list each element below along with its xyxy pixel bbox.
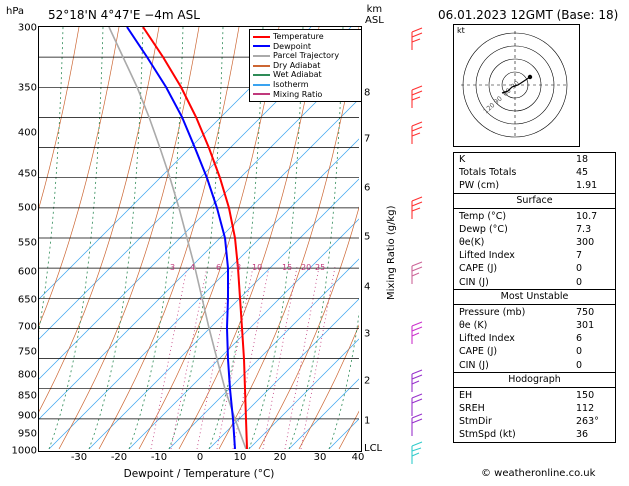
hodograph-endpoint — [528, 75, 532, 79]
row-label: SREH — [459, 403, 485, 415]
table-row — [454, 345, 615, 358]
pressure-tick: 450 — [17, 168, 37, 180]
wind-barb — [412, 414, 422, 436]
temperature-tick: 40 — [351, 452, 365, 463]
pressure-tick: 400 — [17, 127, 37, 139]
legend-item-temperature — [253, 32, 360, 42]
legend-swatch — [253, 55, 270, 57]
legend-label: Isotherm — [273, 79, 309, 89]
row-label: CIN (J) — [459, 276, 489, 288]
legend — [249, 29, 362, 102]
hodograph-ring-label: 60 — [501, 86, 513, 99]
legend-item-dry-adiabat — [253, 61, 360, 71]
legend-label: Temperature — [273, 32, 324, 41]
pressure-tick: 1000 — [11, 445, 37, 457]
height-tick: 5 — [364, 231, 371, 243]
isobar-lines — [39, 57, 359, 419]
surface-table — [453, 193, 616, 289]
x-axis-title: Dewpoint / Temperature (°C) — [123, 468, 275, 480]
row-label: PW (cm) — [459, 180, 500, 192]
pressure-tick: 500 — [17, 202, 37, 214]
mixing-ratio-value: 10 — [252, 263, 263, 272]
wind-barb — [412, 197, 422, 219]
table-row — [454, 319, 615, 332]
temperature-tick: 20 — [273, 452, 287, 463]
wind-barbs-svg — [398, 26, 432, 466]
height-tick: 8 — [364, 87, 371, 99]
mixing-ratio-axis-label: Mixing Ratio (g/kg) — [386, 205, 397, 300]
mixing-ratio-value: 4 — [190, 263, 196, 272]
legend-item-parcel-trajectory — [253, 51, 360, 61]
temperature-tick: 0 — [196, 452, 204, 463]
mixing-ratio-value: 6 — [216, 263, 222, 272]
legend-label: Mixing Ratio — [273, 89, 323, 99]
table-row — [454, 223, 615, 236]
pressure-tick: 900 — [17, 410, 37, 422]
hodograph-unit-label: kt — [457, 26, 465, 35]
row-label: Pressure (mb) — [459, 306, 526, 318]
row-value: 263° — [576, 416, 599, 428]
table-row — [454, 428, 615, 441]
pressure-tick: 700 — [17, 321, 37, 333]
row-value: 1.91 — [576, 180, 598, 192]
wind-barb — [412, 322, 422, 344]
hodograph-stats-table — [453, 372, 616, 443]
table-row — [454, 402, 615, 415]
pressure-tick: 300 — [17, 22, 37, 34]
temperature-tick: -20 — [110, 452, 128, 463]
height-tick: 3 — [364, 328, 371, 340]
copyright-notice: © weatheronline.co.uk — [481, 468, 596, 479]
wind-barb — [412, 28, 422, 50]
legend-label: Dewpoint — [273, 41, 312, 51]
legend-swatch — [253, 36, 270, 38]
skewt-plot — [38, 26, 362, 452]
row-value: 0 — [576, 276, 583, 288]
divider — [454, 304, 615, 305]
mixing-ratio-value: 3 — [170, 263, 176, 272]
row-value: 301 — [576, 320, 595, 332]
most-unstable-table-header: Most Unstable — [500, 290, 569, 302]
hodograph-ring-label: 120 — [481, 101, 497, 116]
hodograph-svg — [454, 25, 577, 144]
hodograph-ring-label: 30 — [509, 79, 521, 91]
table-row — [454, 415, 615, 428]
row-value: 0 — [576, 263, 583, 275]
wind-barb — [412, 122, 422, 144]
diagnostics-tables — [453, 152, 616, 443]
table-row — [454, 166, 615, 179]
hodograph — [453, 24, 580, 147]
pressure-tick: 350 — [17, 82, 37, 94]
legend-item-isotherm — [253, 80, 360, 90]
row-label: Lifted Index — [459, 333, 515, 345]
pressure-tick: 950 — [17, 428, 37, 440]
table-row — [454, 276, 615, 289]
row-value: 7.3 — [576, 223, 592, 235]
station-title: 52°18'N 4°47'E −4m ASL — [48, 8, 200, 22]
temperature-tick: 10 — [233, 452, 247, 463]
table-row — [454, 249, 615, 262]
wind-barb — [412, 442, 422, 464]
row-label: EH — [459, 389, 473, 401]
row-value: 45 — [576, 167, 589, 179]
table-row — [454, 359, 615, 372]
row-value: 750 — [576, 306, 595, 318]
lcl-label: LCL — [364, 443, 383, 454]
legend-label: Wet Adiabat — [273, 70, 322, 80]
row-value: 6 — [576, 333, 583, 345]
row-label: CAPE (J) — [459, 346, 498, 358]
row-value: 112 — [576, 403, 595, 415]
mixing-ratio-value: 8 — [236, 263, 242, 272]
pressure-tick: 550 — [17, 237, 37, 249]
wind-barb-column — [398, 26, 432, 466]
pressure-unit-label: hPa — [6, 6, 25, 17]
legend-label: Parcel Trajectory — [273, 51, 340, 61]
divider — [454, 208, 615, 209]
table-row — [454, 179, 615, 192]
legend-swatch — [253, 65, 270, 67]
height-tick: 2 — [364, 375, 371, 387]
table-row — [454, 262, 615, 275]
row-label: StmDir — [459, 416, 492, 428]
table-row — [454, 236, 615, 249]
table-row — [454, 153, 615, 166]
divider — [454, 387, 615, 388]
pressure-tick: 800 — [17, 369, 37, 381]
row-label: K — [459, 154, 466, 165]
row-value: 300 — [576, 237, 595, 249]
row-label: θe (K) — [459, 320, 488, 332]
wind-barb — [412, 370, 422, 392]
temperature-tick: 30 — [313, 452, 327, 463]
hodograph-table-header: Hodograph — [508, 373, 561, 385]
most-unstable-table — [453, 289, 616, 372]
height-tick: 1 — [364, 415, 371, 427]
table-row — [454, 306, 615, 319]
legend-swatch — [253, 93, 270, 95]
row-label: Totals Totals — [459, 167, 517, 179]
legend-swatch — [253, 84, 270, 86]
table-row — [454, 332, 615, 345]
row-label: StmSpd (kt) — [459, 429, 516, 441]
row-label: Dewp (°C) — [459, 223, 508, 235]
row-label: CAPE (J) — [459, 263, 498, 275]
row-value: 7 — [576, 250, 583, 262]
pressure-tick: 750 — [17, 346, 37, 358]
legend-item-mixing-ratio — [253, 90, 360, 100]
hodograph-ring-label: 90 — [492, 94, 504, 107]
legend-item-wet-adiabat — [253, 70, 360, 80]
row-value: 0 — [576, 346, 583, 358]
row-value: 0 — [576, 359, 583, 371]
indices-table — [453, 152, 616, 193]
row-label: Lifted Index — [459, 250, 515, 262]
row-label: CIN (J) — [459, 359, 489, 371]
pressure-tick: 850 — [17, 390, 37, 402]
mixing-ratio-value: 25 — [315, 263, 326, 272]
table-row — [454, 389, 615, 402]
wind-barb — [412, 262, 422, 284]
row-value: 10.7 — [576, 210, 598, 222]
row-value: 150 — [576, 389, 595, 401]
pressure-tick: 650 — [17, 294, 37, 306]
mixing-ratio-value: 15 — [282, 263, 293, 272]
legend-swatch — [253, 45, 270, 47]
temperature-tick: -10 — [150, 452, 168, 463]
wind-barb — [412, 394, 422, 416]
temperature-tick: -30 — [70, 452, 88, 463]
legend-swatch — [253, 74, 270, 76]
row-label: Temp (°C) — [459, 210, 507, 222]
legend-item-dewpoint — [253, 42, 360, 52]
pressure-tick: 600 — [17, 266, 37, 278]
height-tick: 6 — [364, 182, 371, 194]
height-unit-label: km ASL — [365, 4, 384, 26]
height-tick: 7 — [364, 133, 371, 145]
legend-label: Dry Adiabat — [273, 60, 321, 70]
surface-table-header: Surface — [516, 194, 553, 206]
wind-barb — [412, 86, 422, 108]
height-tick: 4 — [364, 281, 371, 293]
row-value: 18 — [576, 154, 589, 165]
row-label: θe(K) — [459, 237, 485, 249]
forecast-title: 06.01.2023 12GMT (Base: 18) — [438, 8, 619, 22]
mixing-ratio-value: 20 — [301, 263, 312, 272]
table-row — [454, 210, 615, 223]
row-value: 36 — [576, 429, 589, 441]
